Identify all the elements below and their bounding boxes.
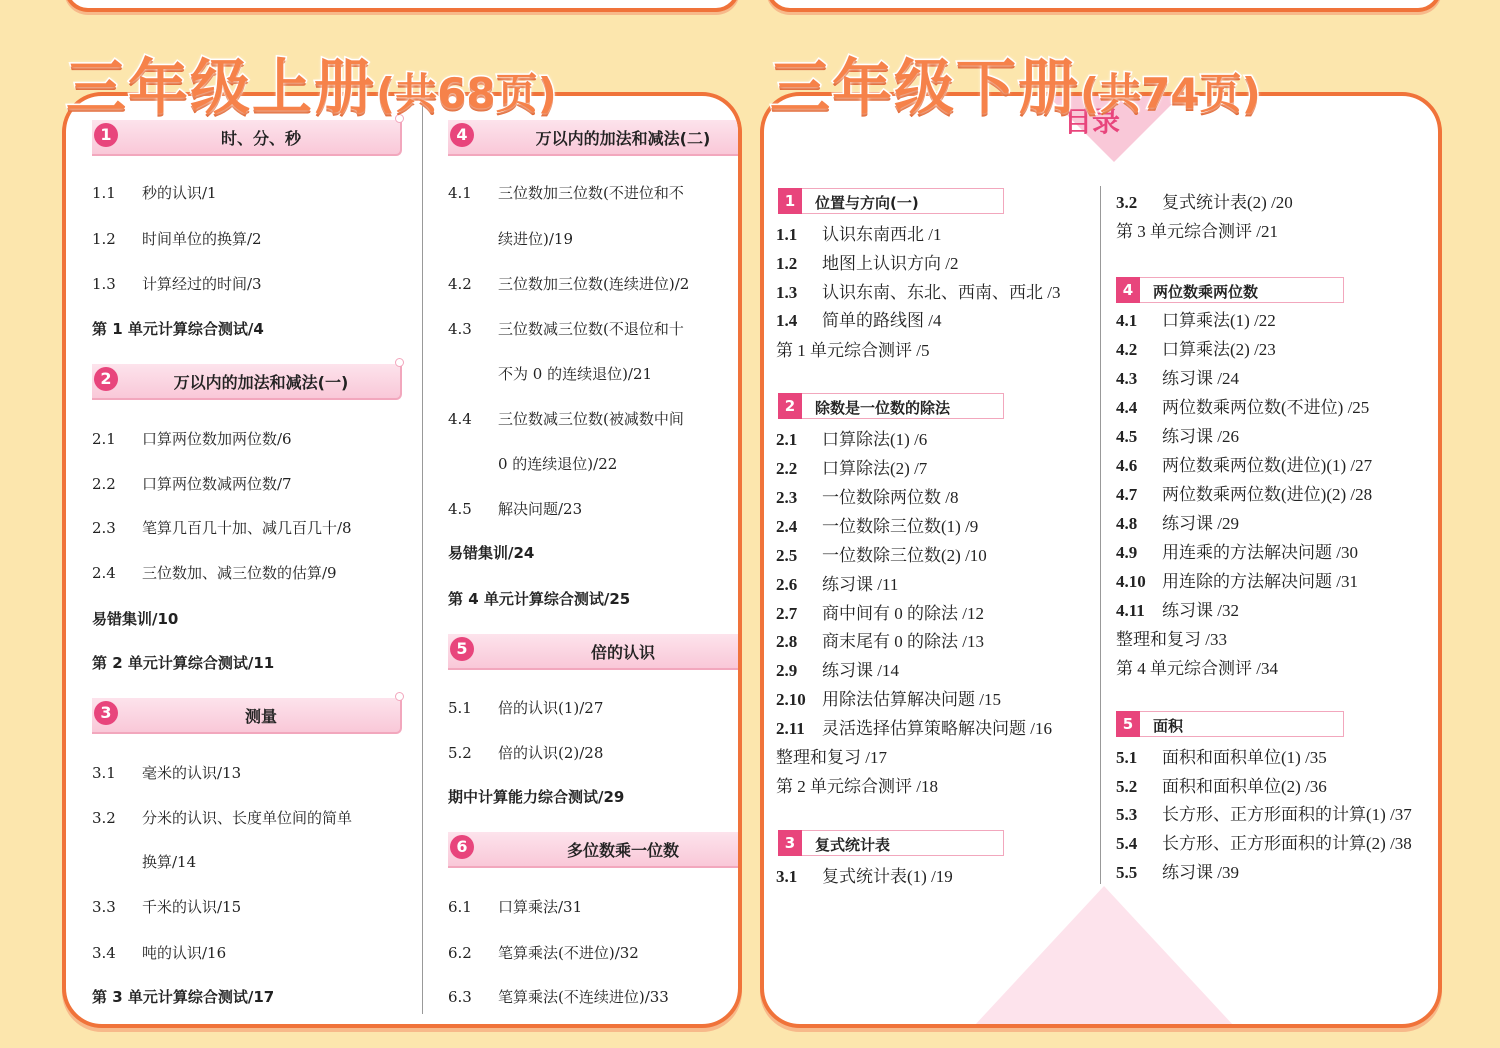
- toc-entry: 第 4 单元计算综合测试/25: [448, 590, 631, 608]
- banner-dot-icon: [395, 692, 404, 701]
- toc-entry: 3.1 复式统计表(1) /19: [776, 867, 953, 886]
- toc-entry: 4.5 解决问题/23: [448, 500, 583, 518]
- toc-entry: 换算/14: [142, 853, 197, 871]
- toc-entry: 2.3 笔算几百几十加、减几百几十/8: [92, 519, 352, 537]
- toc-entry: 2.1 口算除法(1) /6: [776, 430, 928, 449]
- section-title: 倍的认识: [590, 643, 655, 662]
- toc-entry: 1.2 地图上认识方向 /2: [776, 254, 959, 273]
- right-col1: [764, 96, 1104, 1024]
- section-banner: [448, 634, 742, 670]
- toc-entry: 4.7 两位数乘两位数(进位)(2) /28: [1116, 485, 1373, 504]
- toc-entry: 3.1 毫米的认识/13: [92, 764, 242, 782]
- toc-entry: 3.2 分米的认识、长度单位间的简单: [92, 809, 353, 827]
- section-number: 2: [778, 393, 802, 419]
- toc-entry: 5.2 面积和面积单位(2) /36: [1116, 777, 1327, 796]
- toc-entry: 2.6 练习课 /11: [776, 575, 899, 594]
- section-number: 3: [778, 830, 802, 856]
- banner-dot-icon: [395, 358, 404, 367]
- column-divider: [1100, 186, 1101, 884]
- toc-entry: 3.2 复式统计表(2) /20: [1116, 193, 1293, 212]
- section-title: 万以内的加法和减法(二): [535, 129, 711, 148]
- toc-entry: 1.4 简单的路线图 /4: [776, 311, 942, 330]
- toc-entry: 4.9 用连乘的方法解决问题 /30: [1116, 543, 1358, 562]
- left-heading: [66, 40, 557, 126]
- toc-entry: 4.3 三位数减三位数(不退位和十: [448, 320, 684, 338]
- toc-entry: 4.2 口算乘法(2) /23: [1116, 340, 1276, 359]
- toc-entry: 4.4 两位数乘两位数(不进位) /25: [1116, 398, 1370, 417]
- section-number: 4: [450, 123, 474, 147]
- toc-entry: 4.1 三位数加三位数(不进位和不: [448, 184, 684, 202]
- toc-entry: 第 2 单元计算综合测试/11: [92, 654, 275, 672]
- toc-entry: 3.3 千米的认识/15: [92, 898, 242, 916]
- toc-entry: 2.3 一位数除两位数 /8: [776, 488, 959, 507]
- toc-entry: 续进位)/19: [498, 230, 573, 248]
- section-title: 复式统计表: [815, 836, 891, 854]
- toc-title: 目录: [1064, 105, 1121, 138]
- toc-entry: 0 的连续退位)/22: [498, 455, 618, 473]
- toc-entry: 易错集训/10: [92, 610, 179, 628]
- toc-entry: 5.1 面积和面积单位(1) /35: [1116, 748, 1327, 767]
- toc-entry: 1.1 秒的认识/1: [92, 184, 217, 202]
- toc-entry: 4.3 练习课 /24: [1116, 369, 1239, 388]
- toc-entry: 2.4 一位数除三位数(1) /9: [776, 517, 979, 536]
- toc-entry: 2.7 商中间有 0 的除法 /12: [776, 604, 984, 623]
- section-title: 面积: [1153, 717, 1184, 735]
- toc-entry: 4.8 练习课 /29: [1116, 514, 1239, 533]
- toc-entry: 不为 0 的连续退位)/21: [498, 365, 653, 383]
- toc-entry: 5.1 倍的认识(1)/27: [448, 699, 604, 717]
- section-number: 6: [450, 835, 474, 859]
- section-title: 多位数乘一位数: [566, 841, 679, 860]
- toc-entry: 期中计算能力综合测试/29: [448, 788, 625, 806]
- toc-entry: 2.9 练习课 /14: [776, 661, 899, 680]
- right-heading: [770, 40, 1261, 126]
- toc-entry: 4.5 练习课 /26: [1116, 427, 1239, 446]
- section-banner: [778, 188, 1004, 214]
- section-number: 3: [94, 701, 118, 725]
- section-banner: [448, 832, 742, 868]
- section-number: 5: [450, 637, 474, 661]
- left-heading-title: 三年级上册: [66, 53, 376, 123]
- section-banner: [778, 393, 1004, 419]
- toc-entry: 2.8 商末尾有 0 的除法 /13: [776, 632, 984, 651]
- toc-entry: 3.4 吨的认识/16: [92, 944, 227, 962]
- section-banner: [92, 364, 402, 400]
- section-banner: [1116, 711, 1344, 737]
- right-col2: [1114, 96, 1438, 1024]
- toc-entry: 4.10 用连除的方法解决问题 /31: [1116, 572, 1358, 591]
- section-number: 2: [94, 367, 118, 391]
- section-title: 时、分、秒: [220, 129, 301, 148]
- toc-entry: 1.3 计算经过的时间/3: [92, 275, 262, 293]
- toc-entry: 整理和复习 /17: [776, 748, 887, 767]
- toc-entry: 6.1 口算乘法/31: [448, 898, 583, 916]
- toc-entry: 2.1 口算两位数加两位数/6: [92, 430, 292, 448]
- toc-entry: 1.2 时间单位的换算/2: [92, 230, 262, 248]
- section-title: 两位数乘两位数: [1153, 283, 1259, 301]
- toc-entry: 第 3 单元综合测评 /21: [1116, 222, 1278, 241]
- section-banner: [1116, 277, 1344, 303]
- toc-entry: 2.10 用除法估算解决问题 /15: [776, 690, 1001, 709]
- top-frame-fragment-right: [766, 0, 1442, 12]
- toc-entry: 2.5 一位数除三位数(2) /10: [776, 546, 987, 565]
- toc-entry: 第 2 单元综合测评 /18: [776, 777, 938, 796]
- toc-entry: 2.11 灵活选择估算策略解决问题 /16: [776, 719, 1052, 738]
- toc-entry: 6.3 笔算乘法(不连续进位)/33: [448, 988, 669, 1006]
- left-book-frame: [62, 92, 742, 1028]
- toc-entry: 6.2 笔算乘法(不进位)/32: [448, 944, 639, 962]
- toc-entry: 2.2 口算除法(2) /7: [776, 459, 928, 478]
- toc-entry: 1.1 认识东南西北 /1: [776, 225, 942, 244]
- section-number: 5: [1116, 711, 1140, 737]
- toc-entry: 第 1 单元计算综合测试/4: [92, 320, 264, 338]
- toc-entry: 2.2 口算两位数减两位数/7: [92, 475, 292, 493]
- toc-entry: 第 4 单元综合测评 /34: [1116, 659, 1278, 678]
- section-number: 4: [1116, 277, 1140, 303]
- toc-entry: 第 1 单元综合测评 /5: [776, 341, 930, 360]
- toc-entry: 4.11 练习课 /32: [1116, 601, 1239, 620]
- right-heading-pages: (共74页): [1080, 69, 1261, 118]
- toc-entry: 2.4 三位数加、减三位数的估算/9: [92, 564, 337, 582]
- section-title: 测量: [244, 707, 277, 726]
- toc-entry: 整理和复习 /33: [1116, 630, 1227, 649]
- section-banner: [778, 830, 1004, 856]
- toc-entry: 5.4 长方形、正方形面积的计算(2) /38: [1116, 834, 1412, 853]
- toc-entry: 1.3 认识东南、东北、西南、西北 /3: [776, 283, 1061, 302]
- left-col1: [66, 96, 426, 1024]
- section-number: 1: [94, 123, 118, 147]
- section-number: 1: [778, 188, 802, 214]
- toc-entry: 第 3 单元计算综合测试/17: [92, 988, 275, 1006]
- toc-entry: 4.1 口算乘法(1) /22: [1116, 311, 1276, 330]
- right-book-frame: [760, 92, 1442, 1028]
- section-title: 万以内的加法和减法(一): [173, 373, 349, 392]
- toc-entry: 易错集训/24: [448, 544, 535, 562]
- section-banner: [92, 698, 402, 734]
- section-title: 位置与方向(一): [815, 194, 919, 212]
- left-col2: [426, 96, 738, 1024]
- toc-entry: 4.4 三位数减三位数(被减数中间: [448, 410, 684, 428]
- column-divider: [422, 106, 423, 1014]
- toc-entry: 5.5 练习课 /39: [1116, 863, 1239, 882]
- section-title: 除数是一位数的除法: [815, 399, 951, 417]
- right-heading-title: 三年级下册: [770, 53, 1080, 123]
- toc-entry: 5.2 倍的认识(2)/28: [448, 744, 604, 762]
- toc-entry: 4.6 两位数乘两位数(进位)(1) /27: [1116, 456, 1373, 475]
- toc-entry: 4.2 三位数加三位数(连续进位)/2: [448, 275, 690, 293]
- toc-entry: 5.3 长方形、正方形面积的计算(1) /37: [1116, 805, 1412, 824]
- top-frame-fragment-left: [64, 0, 740, 12]
- left-heading-pages: (共68页): [376, 69, 557, 118]
